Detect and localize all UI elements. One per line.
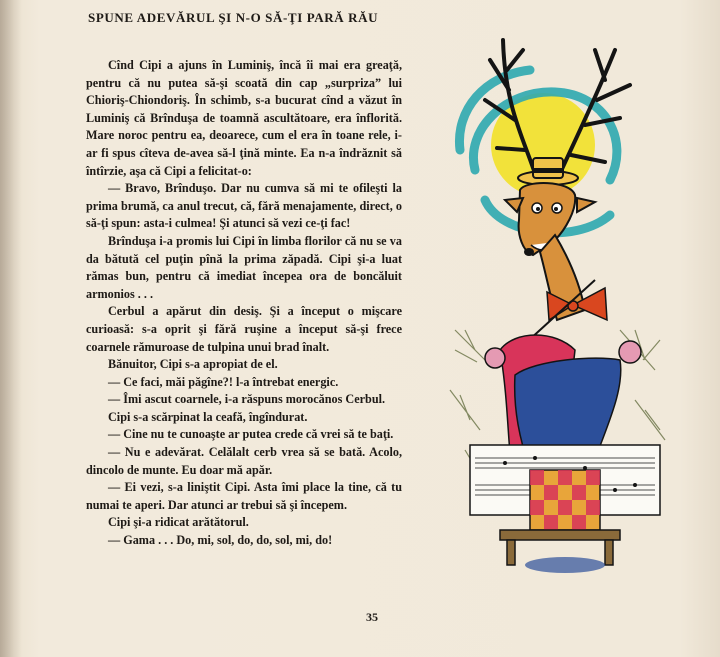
paragraph: Brînduşa i-a promis lui Cipi în limba florilor că nu se va da bătută cel puţin pînă la prima zăpadă. Cipi şi-a luat rămas bun, pentru că imediat începea ora de boncăluit armonios . . . [86, 233, 402, 301]
right-hand [619, 341, 641, 363]
gutter-shadow [0, 0, 22, 657]
checkered-trousers [530, 470, 600, 530]
body-text [86, 57, 402, 550]
left-hand [485, 348, 505, 368]
chapter-title: SPUNE ADEVĂRUL ŞI N-O SĂ-ŢI PARĂ RĂU [88, 10, 379, 25]
paragraph: — Ce faci, măi păgîne?! l-a întrebat energic. [108, 374, 339, 389]
paragraph: — Gama . . . Do, mi, sol, do, do, sol, mi, do! [108, 533, 333, 548]
paragraph: — Îmi ascut coarnele, i-a răspuns morocănos Cerbul. [108, 392, 386, 407]
paragraph: Cipi s-a scărpinat la ceafă, îngîndurat. [108, 409, 308, 424]
paragraph: — Bravo, Brînduşo. Dar nu cumva să mi te ofileşti la prima brumă, ca anul trecut, că, fără menajamente, direct, o să-ţi spun: asta-i culmea! Şi atunci să vezi ce-ţi fac! [86, 181, 402, 231]
paragraph: — Ei vezi, s-a liniştit Cipi. Asta îmi place la tine, că tu numai te aperi. Dar atunci ar trebui să şi începem. [86, 480, 402, 512]
paragraph: Bănuitor, Cipi s-a apropiat de el. [108, 357, 278, 372]
paragraph: Cerbul a apărut din desiş. Şi a început o mişcare curioasă: s-a oprit şi fără ruşine a început să-şi frece coarnele rămuroase de tulpina unui brad înalt. [86, 304, 402, 354]
paragraph: — Nu e adevărat. Celălalt cerb vrea să se bată. Acolo, dincolo de munte. Eu doar mă apăr. [86, 445, 402, 477]
paragraph: Cipi şi-a ridicat arătătorul. [108, 515, 249, 530]
paragraph: Cînd Cipi a ajuns în Luminiş, încă îi mai era greaţă, pentru că nu putea să-şi scoată din cap „surpriza” lui Chioriş-Chiondoriş. În schimb, s-a bucurat cînd a văzut în Luminiş că Brînduşa de toamnă ascultătoare, era înflorită. Mare noroc pentru ea, deoarece, cum el era în toane rele, i-ar fi spus cîteva de-avea să-l ţină minte. Ea n-a îndrăznit să întîrzie, aşa că Cipi a felicitat-o: [86, 58, 402, 178]
feet [525, 557, 605, 573]
page-number: 35 [366, 610, 378, 624]
paragraph: — Cine nu te cunoaşte ar putea crede că vrei să te baţi. [108, 427, 394, 442]
deer-conductor-illustration [445, 30, 670, 585]
